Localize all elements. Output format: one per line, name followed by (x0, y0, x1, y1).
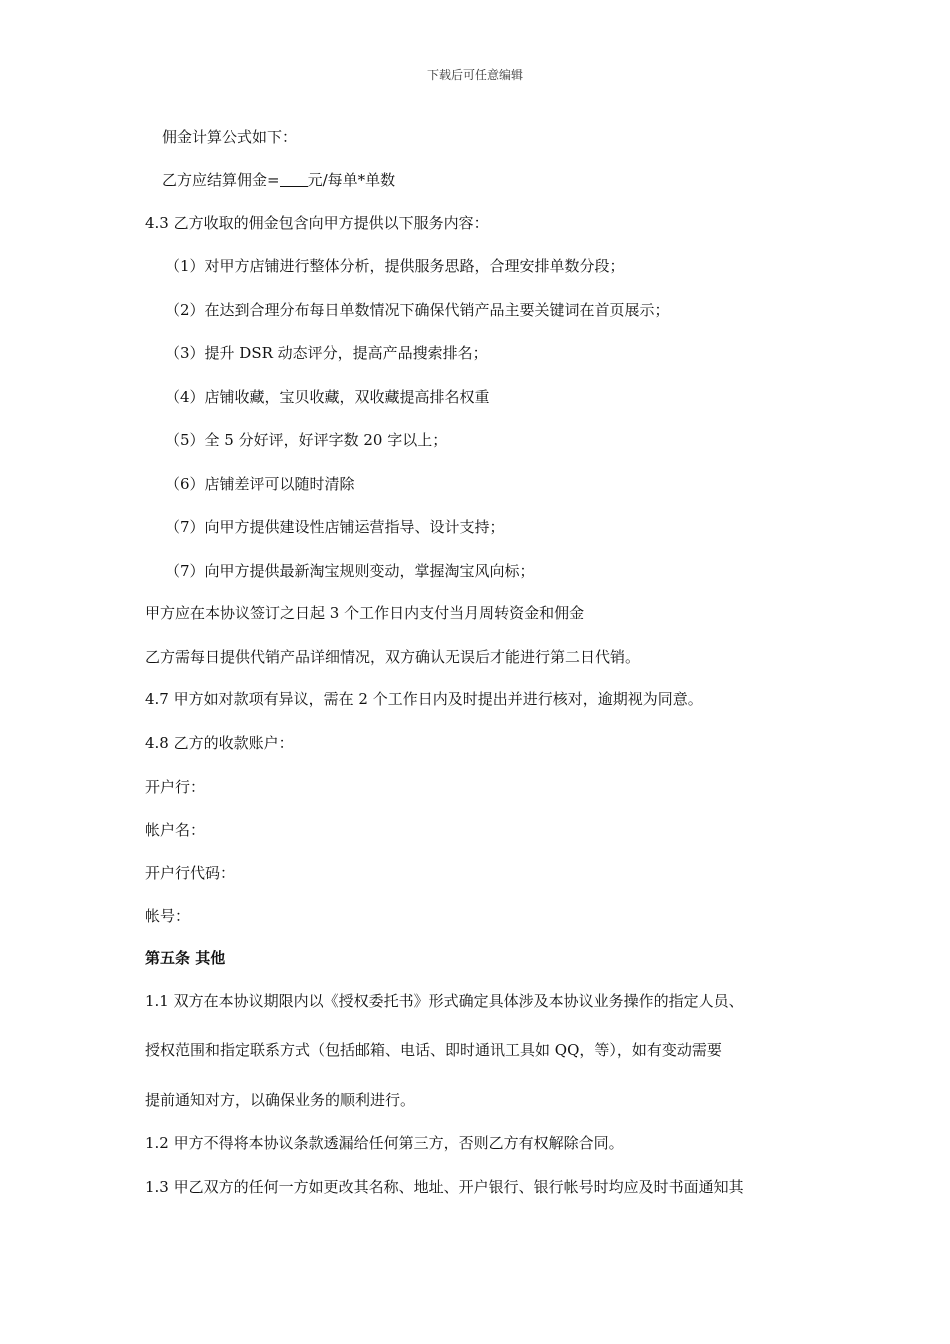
clause-4-3: 4.3 乙方收取的佣金包含向甲方提供以下服务内容： (145, 214, 489, 232)
page-header: 下载后可任意编辑 (426, 68, 523, 82)
list-item: （5）全 5 分好评，好评字数 20 字以上； (165, 431, 448, 449)
list-item: （7）向甲方提供最新淘宝规则变动，掌握淘宝风向标； (165, 562, 535, 580)
clause-1-1-line-3: 提前通知对方，以确保业务的顺利进行。 (145, 1091, 416, 1109)
field-account-name: 帐户名： (145, 821, 206, 839)
list-item: （7）向甲方提供建设性店铺运营指导、设计支持； (165, 518, 505, 536)
clause-1-1-line-1: 1.1 双方在本协议期限内以《授权委托书》形式确定具体涉及本协议业务操作的指定人员、 (145, 992, 744, 1010)
formula-prefix: 乙方应结算佣金= (162, 171, 280, 189)
field-account-number: 帐号： (145, 907, 191, 925)
clause-1-2: 1.2 甲方不得将本协议条款透漏给任何第三方，否则乙方有权解除合同。 (145, 1134, 624, 1152)
list-item: （6）店铺差评可以随时清除 (165, 475, 355, 493)
paragraph-daily: 乙方需每日提供代销产品详细情况，双方确认无误后才能进行第二日代销。 (145, 648, 641, 666)
list-item: （2）在达到合理分布每日单数情况下确保代销产品主要关键词在首页展示； (165, 301, 670, 319)
section-5-title: 第五条 其他 (145, 949, 226, 967)
field-bank: 开户行： (145, 778, 206, 796)
list-item: （4）店铺收藏，宝贝收藏，双收藏提高排名权重 (165, 388, 490, 406)
list-item: （1）对甲方店铺进行整体分析，提供服务思路，合理安排单数分段； (165, 257, 625, 275)
formula-suffix: 元/每单*单数 (307, 171, 396, 189)
formula-intro: 佣金计算公式如下： (162, 128, 298, 146)
clause-1-1-line-2: 授权范围和指定联系方式（包括邮箱、电话、即时通讯工具如 QQ，等），如有变动需要 (145, 1041, 722, 1059)
field-bank-code: 开户行代码： (145, 864, 236, 882)
list-item: （3）提升 DSR 动态评分，提高产品搜索排名； (165, 344, 488, 362)
formula-blank (280, 172, 308, 187)
formula-line (162, 170, 395, 190)
clause-4-7: 4.7 甲方如对款项有异议，需在 2 个工作日内及时提出并进行核对，逾期视为同意。 (145, 690, 703, 708)
clause-4-8: 4.8 乙方的收款账户： (145, 734, 294, 752)
paragraph-payment: 甲方应在本协议签订之日起 3 个工作日内支付当月周转资金和佣金 (145, 604, 585, 622)
clause-1-3: 1.3 甲乙双方的任何一方如更改其名称、地址、开户银行、银行帐号时均应及时书面通知其 (145, 1178, 744, 1196)
